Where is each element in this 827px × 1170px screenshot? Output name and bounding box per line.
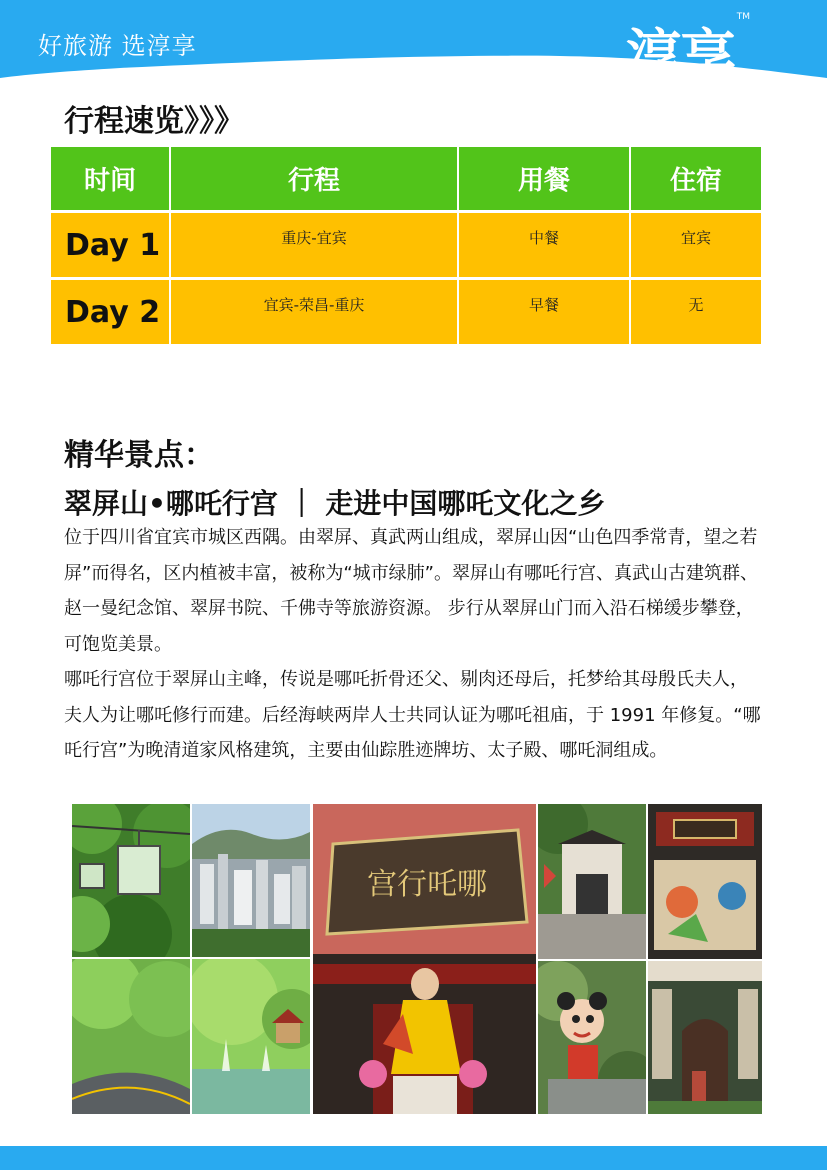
temple-doorway-photo — [648, 961, 762, 1114]
mountain-road-photo — [72, 959, 190, 1114]
nezha-cartoon-photo — [538, 961, 646, 1114]
stay-cell: 宜宾 — [631, 213, 761, 280]
meal-cell: 早餐 — [459, 280, 631, 347]
day-cell: Day 1 — [51, 213, 171, 280]
route-cell: 宜宾-荣昌-重庆 — [171, 280, 459, 347]
cable-car-photo — [72, 804, 190, 957]
column-header-meal: 用餐 — [459, 147, 631, 213]
nezha-palace-plaque-photo — [313, 804, 536, 1114]
column-header-stay: 住宿 — [631, 147, 761, 213]
route-cell: 重庆-宜宾 — [171, 213, 459, 280]
table-header-row — [51, 147, 761, 213]
table-row — [51, 280, 761, 347]
city-view-photo — [192, 804, 310, 957]
stay-cell: 无 — [631, 280, 761, 347]
photo-collage — [72, 804, 762, 1114]
itinerary-title: 行程速览》》》 — [64, 104, 244, 139]
nezha-palace-paragraph: 哪吒行宫位于翠屏山主峰，传说是哪吒折骨还父、剔肉还母后，托梦给其母殷氏夫人，夫人为让哪吒修行而建。后经海峡两岸人士共同认证为哪吒祖庙，于 1991 年修复。“哪吒行宫”为晚清道家风格建筑，主要由仙踪胜迹牌坊、太子殿、哪吒洞组成。 — [64, 669, 761, 761]
trademark-mark: TM — [736, 12, 750, 22]
brand-logo — [626, 12, 750, 92]
column-header-time: 时间 — [51, 147, 171, 213]
temple-gate-photo — [538, 804, 646, 959]
fountain-pavilion-photo — [192, 959, 310, 1114]
header-slogan: 好旅游 选淳享 — [38, 32, 197, 60]
table-row — [51, 213, 761, 280]
page-header — [0, 0, 827, 110]
plaque-text: 宫行吒哪 — [367, 867, 487, 902]
highlights-title: 精华景点： — [64, 438, 214, 473]
temple-mural-photo — [648, 804, 762, 959]
spot-description-paragraph: 位于四川省宜宾市城区西隅。由翠屏、真武两山组成，翠屏山因“山色四季常青，望之若屏”而得名，区内植被丰富，被称为“城市绿肺”。翠屏山有哪吒行宫、真武山古建筑群、赵一曼纪念馆、翠屏书院、千佛寺等旅游资源。 步行从翠屏山门而入沿石梯缓步攀登，可饱览美景。 — [64, 527, 758, 655]
brand-logo-text: 淳享 — [626, 24, 734, 89]
meal-cell: 中餐 — [459, 213, 631, 280]
day-cell: Day 2 — [51, 280, 171, 347]
itinerary-table — [51, 147, 761, 347]
spot-title: 翠屏山•哪吒行宫 ｜ 走进中国哪吒文化之乡 — [64, 487, 606, 520]
column-header-route: 行程 — [171, 147, 459, 213]
footer-bar — [0, 1146, 827, 1170]
